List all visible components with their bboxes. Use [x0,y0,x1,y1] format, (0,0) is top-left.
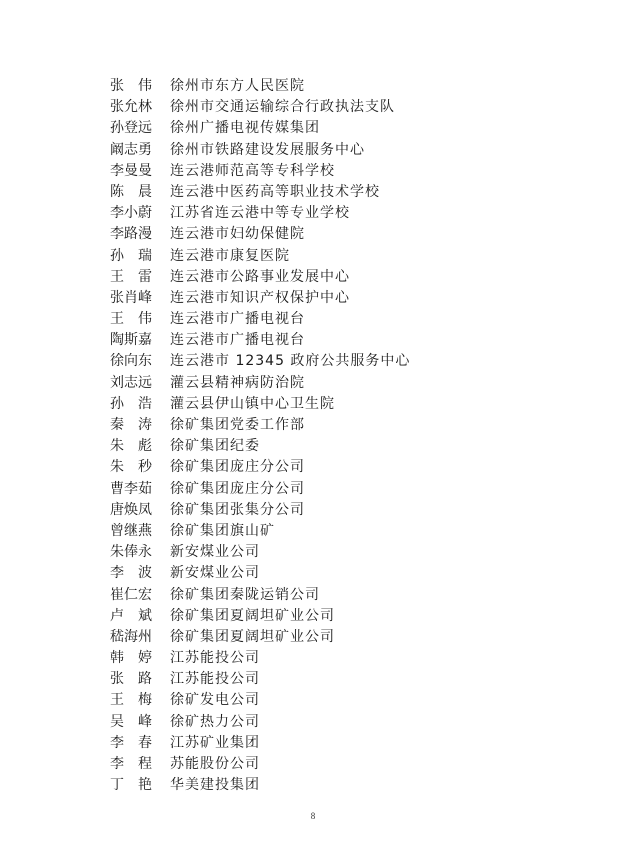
person-name: 李 春 [110,734,152,751]
person-name: 曾继燕 [110,522,152,539]
list-item [110,754,410,775]
person-name: 李曼曼 [110,162,152,179]
person-name: 刘志远 [110,374,152,391]
person-name: 朱俸永 [110,544,152,561]
page-number: 8 [310,811,316,821]
person-name: 吴 峰 [110,713,152,730]
person-name: 李路漫 [110,226,152,243]
person-name: 嵇海州 [110,628,152,645]
person-name: 王 梅 [110,692,152,709]
organization-name: 新安煤业公司 [170,565,260,582]
person-name: 韩 婷 [110,650,152,667]
organization-name: 徐矿集团夏阔坦矿业公司 [170,607,335,624]
list-item [110,288,410,309]
person-name: 曹李茹 [110,480,152,497]
list-item [110,76,410,97]
list-item [110,436,410,457]
list-item [110,330,410,351]
person-name: 孙 浩 [110,395,152,412]
organization-name: 徐矿集团纪委 [170,438,260,455]
list-item [110,627,410,648]
list-item [110,690,410,711]
person-name: 王 雷 [110,268,152,285]
person-name: 徐向东 [110,353,152,370]
person-name: 陈 晨 [110,183,152,200]
name-list [110,76,410,796]
person-name: 丁 艳 [110,777,152,794]
person-name: 李 程 [110,756,152,772]
organization-name: 连云港市知识产权保护中心 [170,289,350,306]
list-item [110,500,410,521]
person-name: 孙 瑞 [110,247,152,264]
list-item [110,521,410,542]
organization-name: 连云港师范高等专科学校 [170,162,335,179]
organization-name: 新安煤业公司 [170,544,260,561]
list-item [110,97,410,118]
person-name: 张 路 [110,671,152,688]
organization-name: 江苏能投公司 [170,650,260,667]
list-item [110,267,410,288]
organization-name: 徐矿集团秦陇运销公司 [170,586,320,603]
list-item [110,733,410,754]
list-item [110,309,410,330]
list-item [110,563,410,584]
organization-name: 徐州市铁路建设发展服务中心 [170,141,365,158]
organization-name: 江苏省连云港中等专业学校 [170,205,350,222]
person-name: 朱 彪 [110,438,152,455]
organization-name: 灌云县伊山镇中心卫生院 [170,395,335,412]
list-item [110,585,410,606]
person-name: 李 波 [110,565,152,582]
organization-name: 徐矿热力公司 [170,713,260,730]
organization-name: 徐矿集团张集分公司 [170,501,305,518]
list-item [110,542,410,563]
organization-name: 连云港市妇幼保健院 [170,226,305,243]
list-item [110,351,410,372]
organization-name: 连云港中医药高等职业技术学校 [170,183,380,200]
person-name: 唐焕凤 [110,501,152,518]
organization-name: 江苏矿业集团 [170,734,260,751]
list-item [110,394,410,415]
organization-name: 徐矿集团庞庄分公司 [170,459,305,476]
person-name: 朱 秒 [110,459,152,476]
organization-name: 连云港市 12345 政府公共服务中心 [170,353,411,370]
list-item [110,415,410,436]
organization-name: 徐矿集团夏阔坦矿业公司 [170,628,335,645]
list-item [110,203,410,224]
organization-name: 徐矿发电公司 [170,692,260,709]
organization-name: 连云港市康复医院 [170,247,290,264]
person-name: 崔仁宏 [110,586,152,603]
person-name: 阚志勇 [110,141,152,158]
list-item [110,712,410,733]
person-name: 卢 斌 [110,607,152,624]
person-name: 张 伟 [110,78,152,94]
person-name: 秦 涛 [110,417,152,433]
organization-name: 徐矿集团党委工作部 [170,417,305,433]
list-item [110,140,410,161]
list-item [110,246,410,267]
organization-name: 连云港市公路事业发展中心 [170,268,350,285]
list-item [110,606,410,627]
organization-name: 苏能股份公司 [170,756,260,772]
organization-name: 徐矿集团庞庄分公司 [170,480,305,497]
organization-name: 徐州市交通运输综合行政执法支队 [170,99,395,116]
organization-name: 徐州广播电视传媒集团 [170,120,320,137]
list-item [110,373,410,394]
person-name: 王 伟 [110,311,152,328]
list-item [110,457,410,478]
list-item [110,648,410,669]
list-item [110,182,410,203]
list-item [110,161,410,182]
person-name: 陶斯嘉 [110,332,152,349]
organization-name: 徐矿集团旗山矿 [170,522,275,539]
person-name: 李小蔚 [110,205,152,222]
person-name: 孙登远 [110,120,152,137]
person-name: 张肖峰 [110,289,152,306]
organization-name: 徐州市东方人民医院 [170,78,305,94]
organization-name: 灌云县精神病防治院 [170,374,305,391]
person-name: 张允林 [110,99,152,116]
list-item [110,669,410,690]
list-item [110,775,410,796]
organization-name: 华美建投集团 [170,777,260,794]
list-item [110,479,410,500]
list-item [110,118,410,139]
organization-name: 连云港市广播电视台 [170,311,305,328]
list-item [110,224,410,245]
organization-name: 江苏能投公司 [170,671,260,688]
organization-name: 连云港市广播电视台 [170,332,305,349]
